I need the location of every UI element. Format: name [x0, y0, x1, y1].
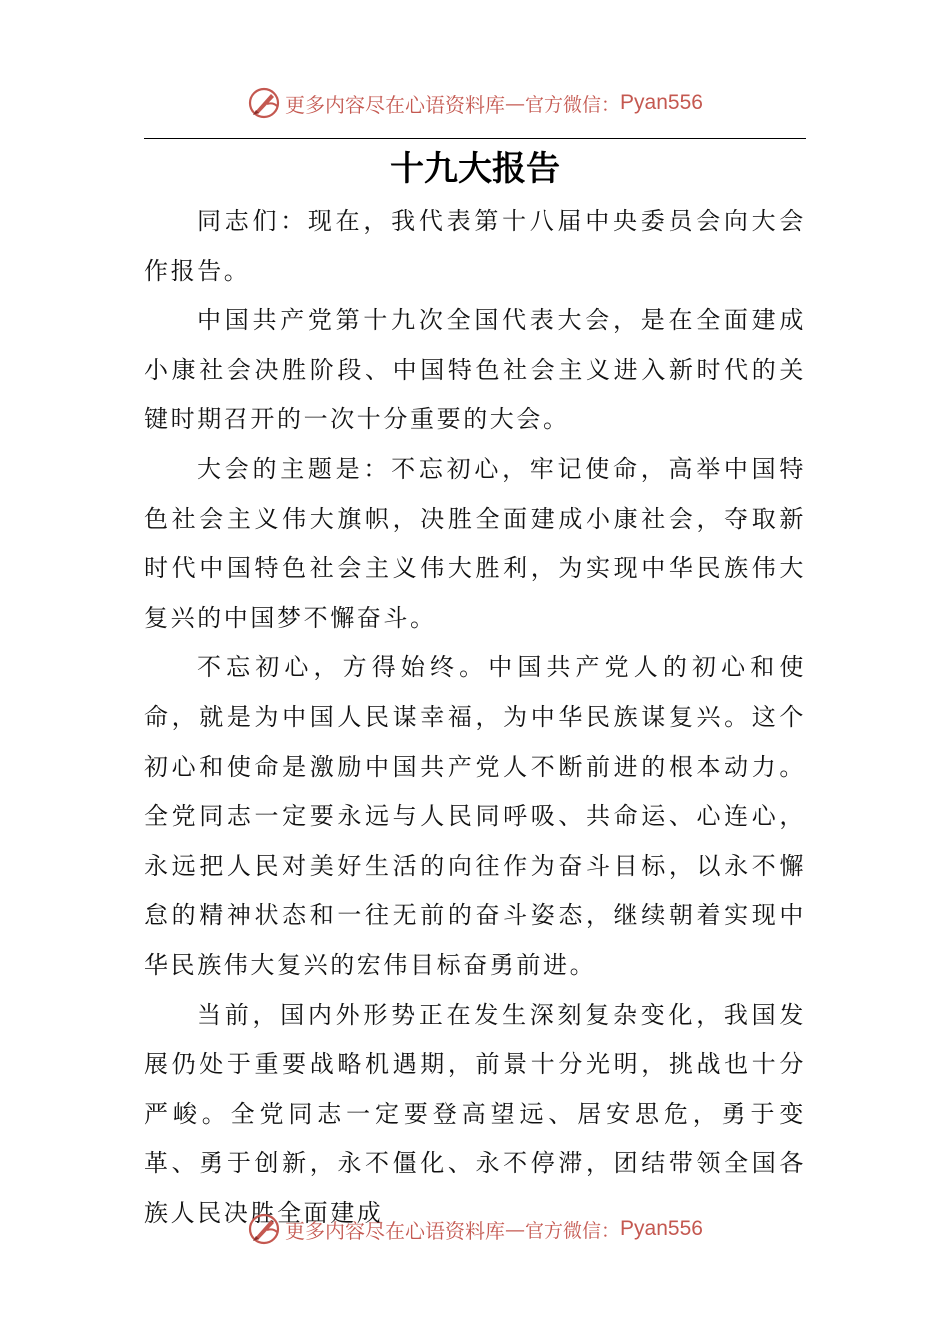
paragraph: 同志们：现在，我代表第十八届中央委员会向大会作报告。: [144, 207, 806, 285]
paragraph: 大会的主题是：不忘初心，牢记使命，高举中国特色社会主义伟大旗帜，决胜全面建成小康社会，夺取新时代中国特色社会主义伟大胜利，为实现中华民族伟大复兴的中国梦不懈奋斗。: [144, 454, 806, 632]
paragraph: 当前，国内外形势正在发生深刻复杂变化，我国发展仍处于重要战略机遇期，前景十分光明，挑战也十分严峻。全党同志一定要登高望远、居安思危，勇于变革、勇于创新，永不僵化、永不停滞，团结带领全国各族人民决胜全面建成: [144, 1000, 806, 1227]
banner-wechat-account: Pyan556: [620, 1217, 703, 1240]
footer-banner: [0, 1209, 950, 1249]
banner-separator: —: [505, 91, 526, 115]
pen-logo-icon: [247, 1212, 281, 1246]
banner-slogan: 更多内容尽在心语资料库: [285, 92, 506, 117]
banner-wechat-account: Pyan556: [620, 91, 703, 114]
header-banner: [0, 83, 950, 123]
banner-wechat-label: 官方微信：: [525, 1219, 621, 1242]
document-body: [144, 197, 806, 1238]
header-divider: [144, 138, 806, 139]
pen-logo-icon: [247, 86, 281, 120]
document-title: 十九大报告: [390, 149, 560, 189]
paragraph: 不忘初心，方得始终。中国共产党人的初心和使命，就是为中国人民谋幸福，为中华民族谋复兴。这个初心和使命是激励中国共产党人不断前进的根本动力。全党同志一定要永远与人民同呼吸、共命运、心连心，永远把人民对美好生活的向往作为奋斗目标，以永不懈怠的精神状态和一往无前的奋斗姿态，继续朝着实现中华民族伟大复兴的宏伟目标奋勇前进。: [144, 653, 806, 979]
banner-slogan: 更多内容尽在心语资料库: [285, 1218, 506, 1243]
banner-separator: —: [505, 1217, 526, 1241]
banner-wechat-label: 官方微信：: [525, 93, 621, 116]
paragraph: 中国共产党第十九次全国代表大会，是在全面建成小康社会决胜阶段、中国特色社会主义进入新时代的关键时期召开的一次十分重要的大会。: [144, 306, 806, 434]
